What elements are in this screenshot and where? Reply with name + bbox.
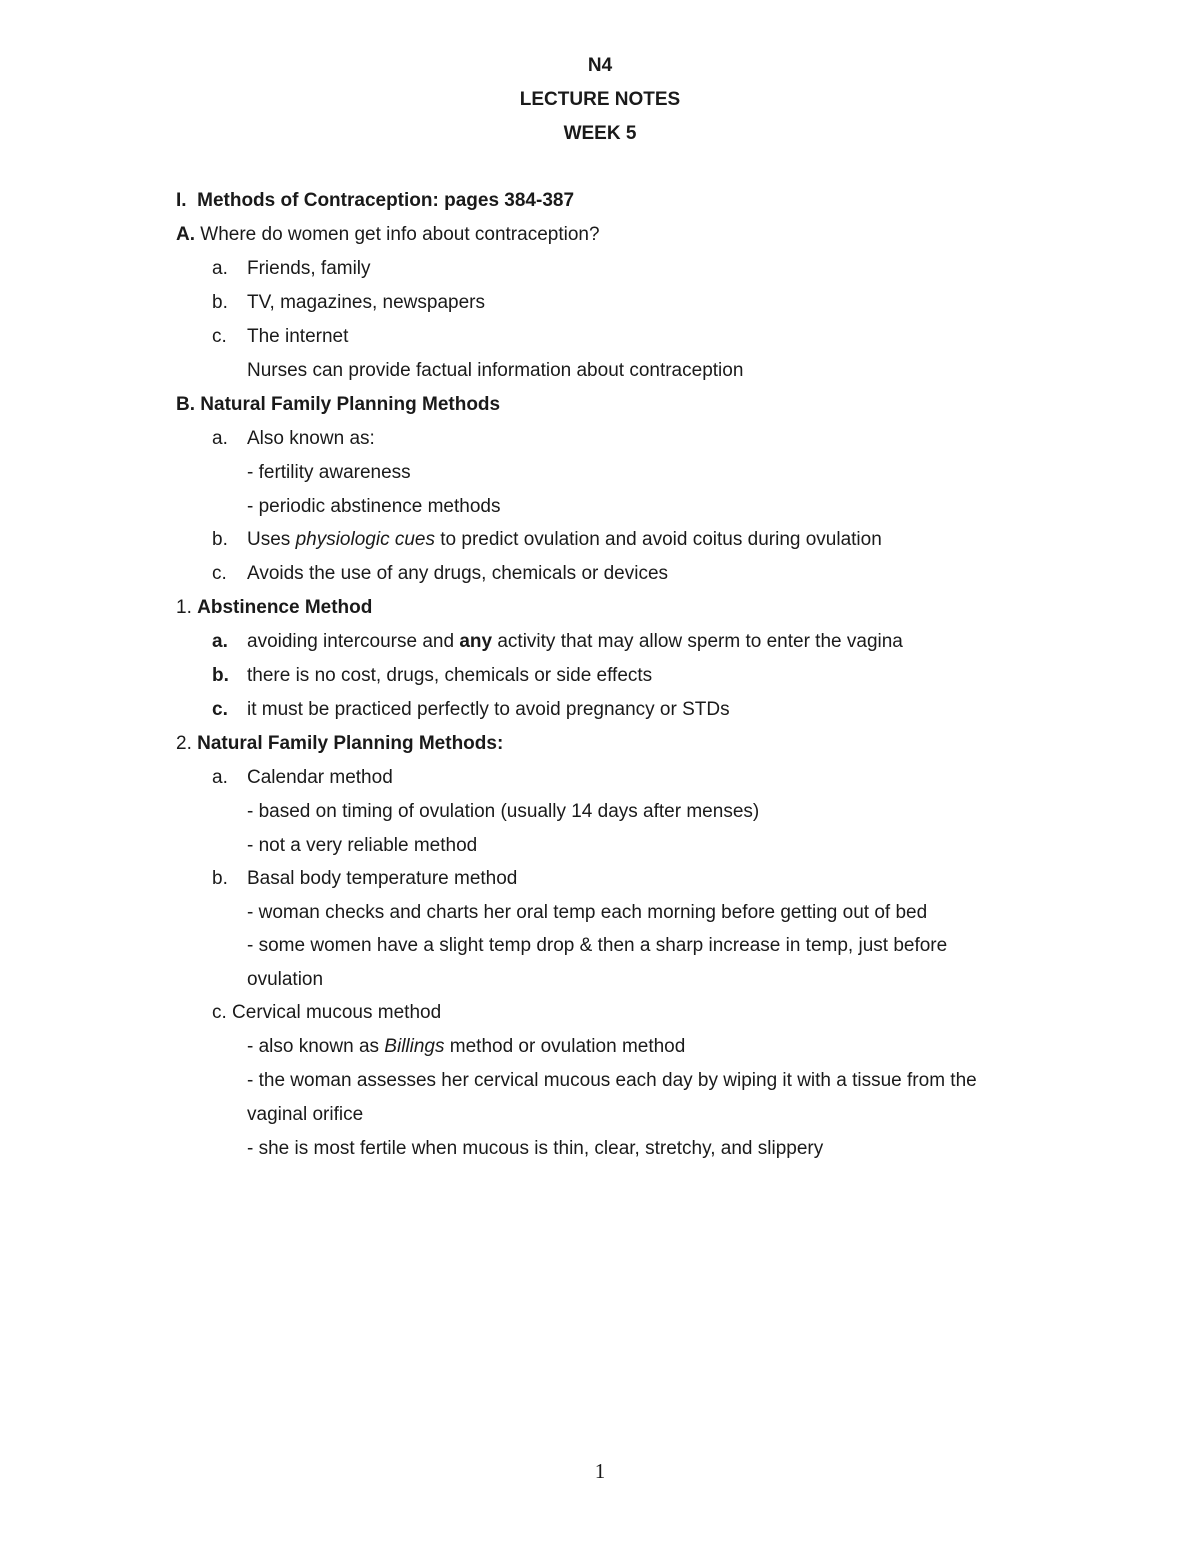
list-item: there is no cost, drugs, chemicals or side effects — [247, 665, 653, 686]
list-marker: a. — [212, 428, 228, 449]
list-marker: b. — [212, 529, 228, 550]
sub-item: - she is most fertile when mucous is thin, clear, stretchy, and slippery — [247, 1138, 824, 1159]
week-label: WEEK 5 — [563, 123, 637, 144]
method-heading: 2. Natural Family Planning Methods: — [176, 733, 504, 754]
sub-item: - periodic abstinence methods — [247, 496, 501, 517]
list-marker: a. — [212, 258, 228, 279]
method-heading: 1. Abstinence Method — [176, 597, 373, 618]
list-marker: a. — [212, 631, 228, 652]
list-item: it must be practiced perfectly to avoid pregnancy or STDs — [247, 699, 730, 720]
list-marker: c. — [212, 563, 227, 584]
sub-item: - also known as Billings method or ovulation method — [247, 1036, 686, 1057]
subsection-heading: B. Natural Family Planning Methods — [176, 394, 501, 415]
sub-item: - woman checks and charts her oral temp each morning before getting out of bed — [247, 902, 928, 923]
list-item: avoiding intercourse and any activity that may allow sperm to enter the vagina — [247, 631, 903, 652]
sub-item: - based on timing of ovulation (usually 14 days after menses) — [247, 801, 760, 822]
list-item: Uses physiologic cues to predict ovulation and avoid coitus during ovulation — [247, 529, 882, 550]
note-text: Nurses can provide factual information about contraception — [247, 360, 744, 381]
list-marker: b. — [212, 868, 228, 889]
sub-item: - the woman assesses her cervical mucous each day by wiping it with a tissue from the — [247, 1070, 977, 1091]
sub-item: - fertility awareness — [247, 462, 411, 483]
document-title: LECTURE NOTES — [519, 89, 681, 110]
list-item: Friends, family — [247, 258, 371, 279]
list-marker: b. — [212, 665, 229, 686]
page-number: 1 — [594, 1459, 606, 1483]
sub-item: - some women have a slight temp drop & then a sharp increase in temp, just before — [247, 935, 948, 956]
list-marker: b. — [212, 292, 228, 313]
list-item: Also known as: — [247, 428, 375, 449]
list-item: TV, magazines, newspapers — [247, 292, 485, 313]
list-item: Basal body temperature method — [247, 868, 518, 889]
question-heading: A. Where do women get info about contraception? — [176, 224, 600, 245]
list-item: c. Cervical mucous method — [212, 1002, 442, 1023]
list-marker: c. — [212, 326, 227, 347]
sub-item: - not a very reliable method — [247, 835, 478, 856]
sub-item-continuation: ovulation — [247, 969, 324, 990]
list-item: The internet — [247, 326, 349, 347]
list-marker: a. — [212, 767, 228, 788]
list-marker: c. — [212, 699, 228, 720]
list-item: Avoids the use of any drugs, chemicals or devices — [247, 563, 669, 584]
list-item: Calendar method — [247, 767, 393, 788]
sub-item-continuation: vaginal orifice — [247, 1104, 364, 1125]
course-code: N4 — [587, 55, 613, 76]
section-heading: I. Methods of Contraception: pages 384-387 — [176, 190, 575, 211]
